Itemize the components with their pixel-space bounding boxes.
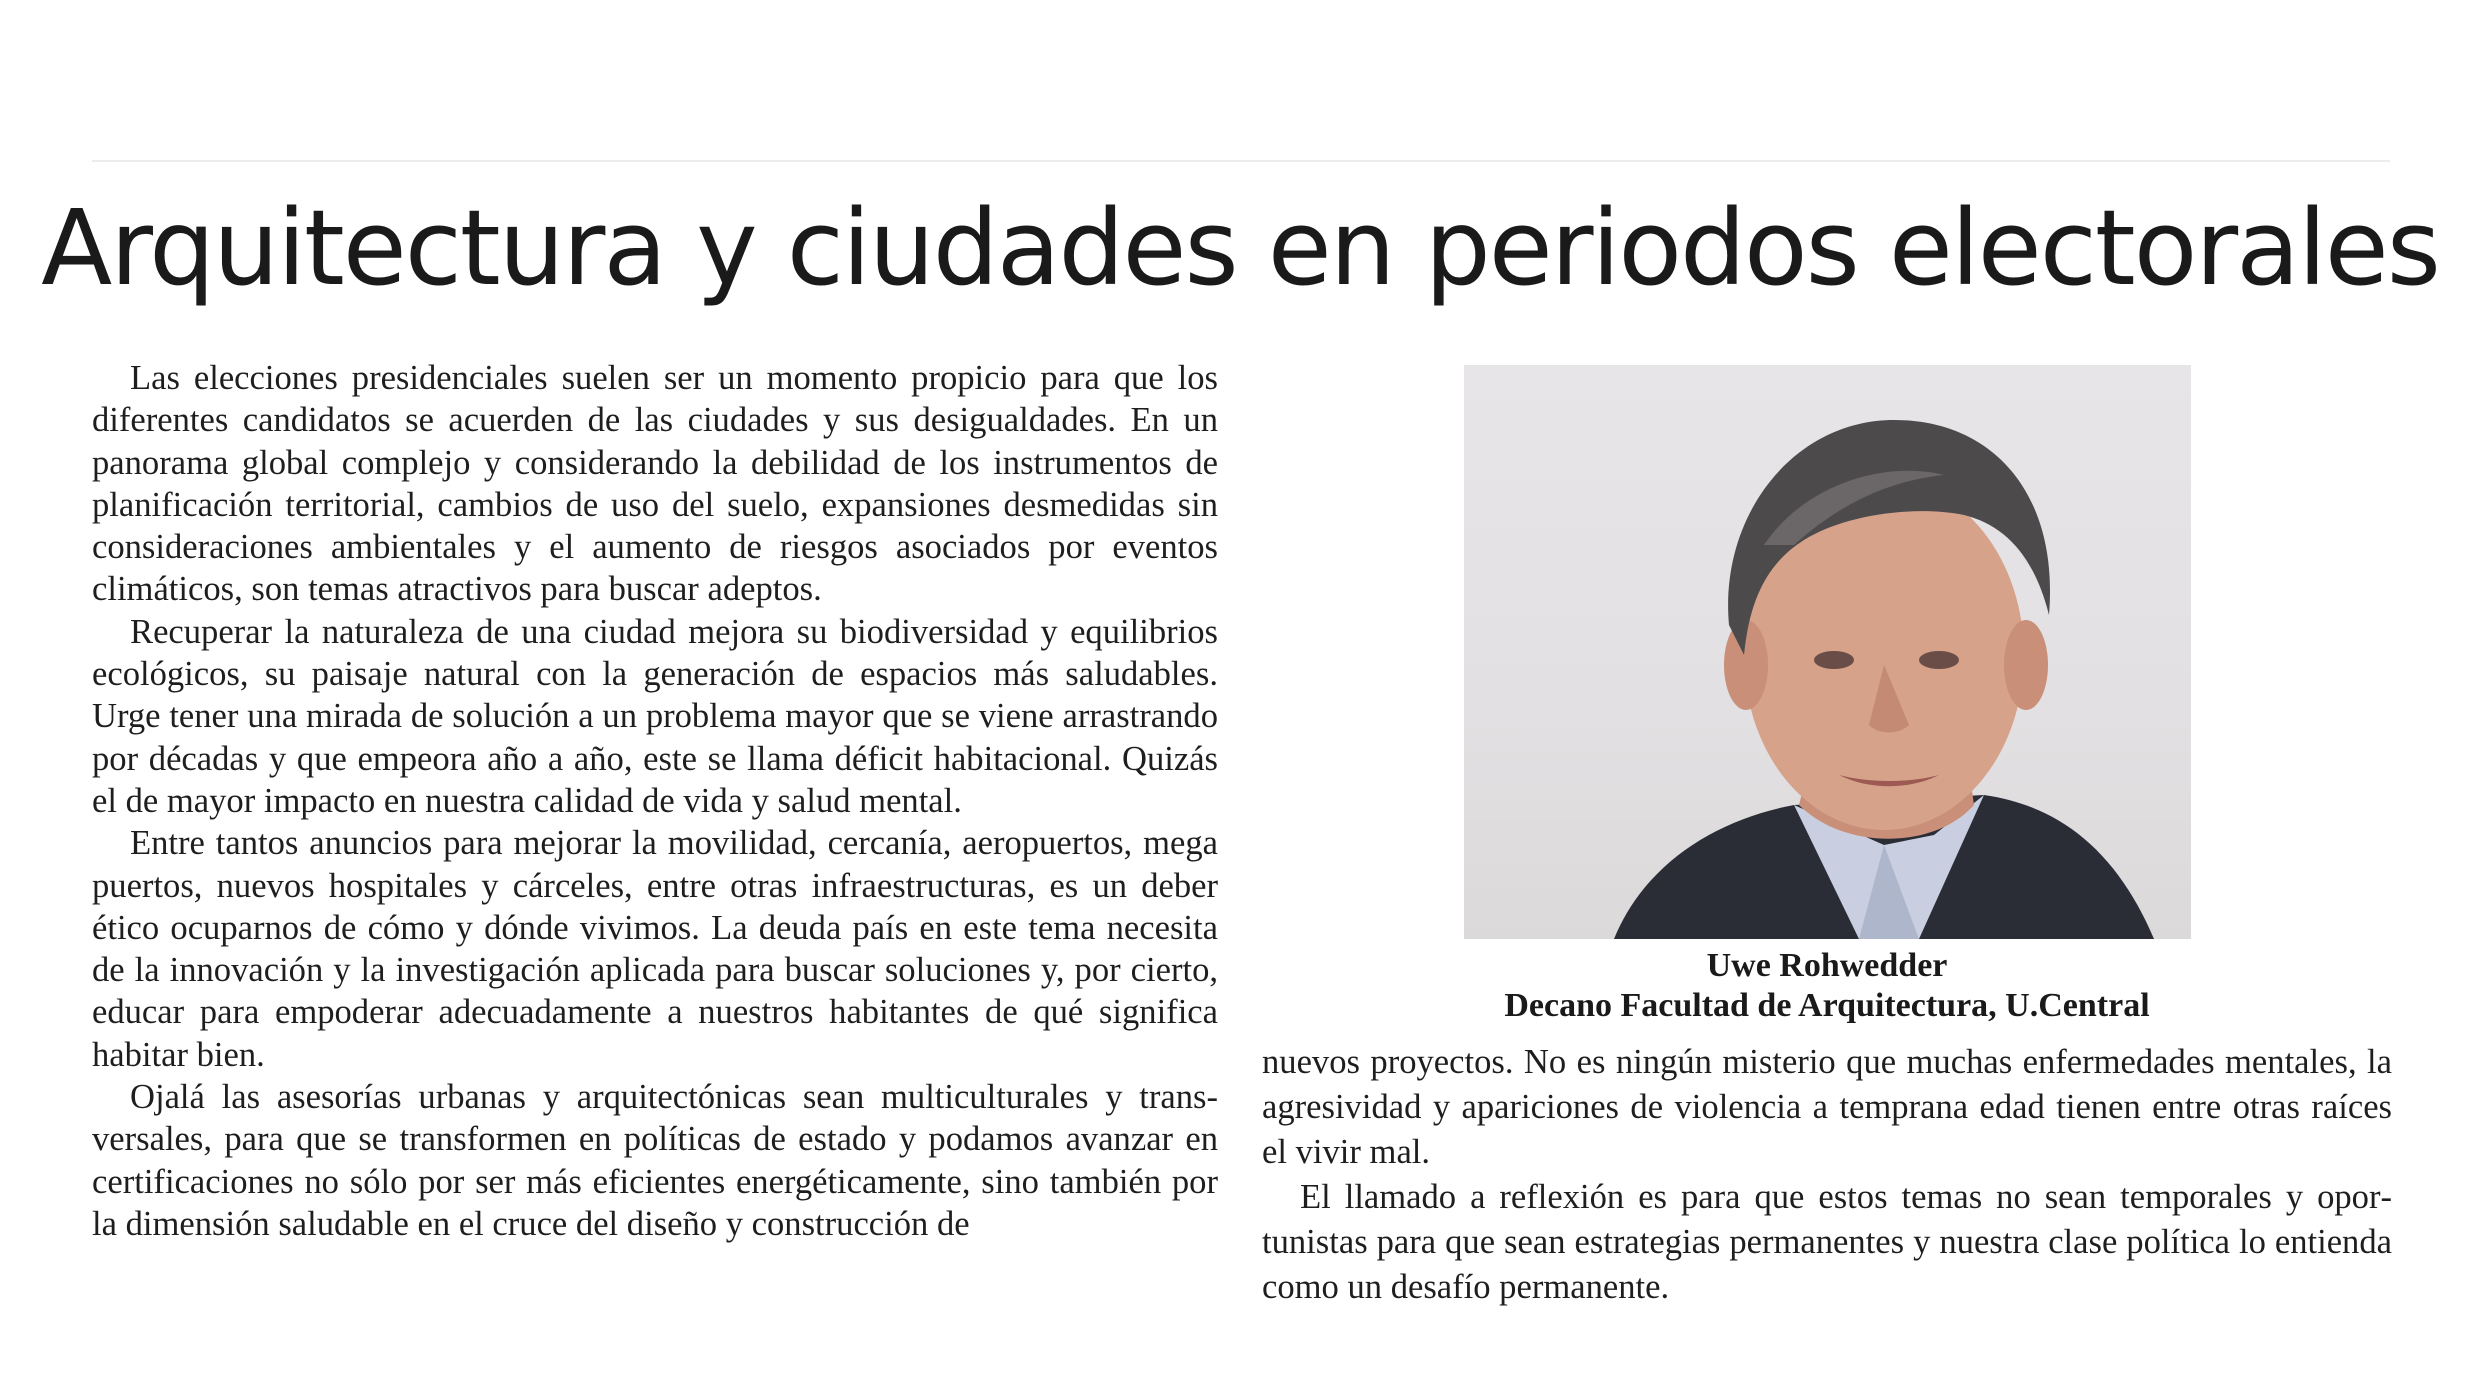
paragraph-3: Entre tantos anuncios para mejorar la movilidad, cercanía, aeropuertos, mega puertos, nuevos hospitales y cárceles, entre otras infraestructuras, es un deber ético ocuparnos de cómo y dónde vivimos. La deuda país en este tema necesita de la innovación y la investigación aplicada para buscar soluciones y, por cierto, educar para empoderar adecuadamente a nuestros habitantes de qué significa habitar bien. (92, 824, 1218, 1074)
paragraph-1: Las elecciones presidenciales suelen ser un momento propicio para que los diferentes candidatos se acuerden de las ciudades y sus desigualdades. En un panorama global complejo y considerando la debilidad de los instrumentos de planificación territorial, cambios de uso del suelo, expansiones desmedidas sin consideraciones ambientales y el aumento de riesgos asociados por eventos climáticos, son temas atractivos para buscar adeptos. (92, 359, 1218, 609)
right-column (1262, 1040, 2392, 1310)
paragraph-4: Ojalá las asesorías urbanas y arquitectónicas sean multiculturales y transversales, para que se transformen en políticas de estado y podamos avanzar en certificaciones no sólo por ser más eficientes energéticamente, sino también por la dimensión saludable en el cruce del diseño y construcción de (92, 1078, 1218, 1243)
paragraph-6: El llamado a reflexión es para que estos temas no sean temporales y oportunistas para que sean estrategias permanentes y nuestra clase política lo entienda como un desafío permanente. (1262, 1178, 2392, 1306)
author-name: Uwe Rohwedder (1706, 947, 1948, 984)
left-column (92, 357, 1218, 1245)
paragraph-5: nuevos proyectos. No es ningún misterio que muchas enfermedades mentales, la agresividad y apariciones de violencia a temprana edad tienen entre otras raíces el vivir mal. (1262, 1043, 2392, 1171)
paragraph-2: Recuperar la naturaleza de una ciudad mejora su biodiversidad y equilibrios ecológicos, su paisaje natural con la generación de espacios más saludables. Urge tener una mirada de solución a un problema mayor que se viene arrastrando por décadas y que empeora año a año, este se llama déficit habitacional. Quizás el de mayor impacto en nuestra calidad de vida y salud mental. (92, 612, 1218, 820)
photo-caption (1262, 946, 2392, 1026)
top-rule (92, 160, 2390, 162)
author-photo (1464, 365, 2191, 939)
author-title: Decano Facultad de Arquitectura, U.Central (1504, 987, 2150, 1024)
article-headline: Arquitectura y ciudades en periodos electorales (41, 187, 2439, 309)
